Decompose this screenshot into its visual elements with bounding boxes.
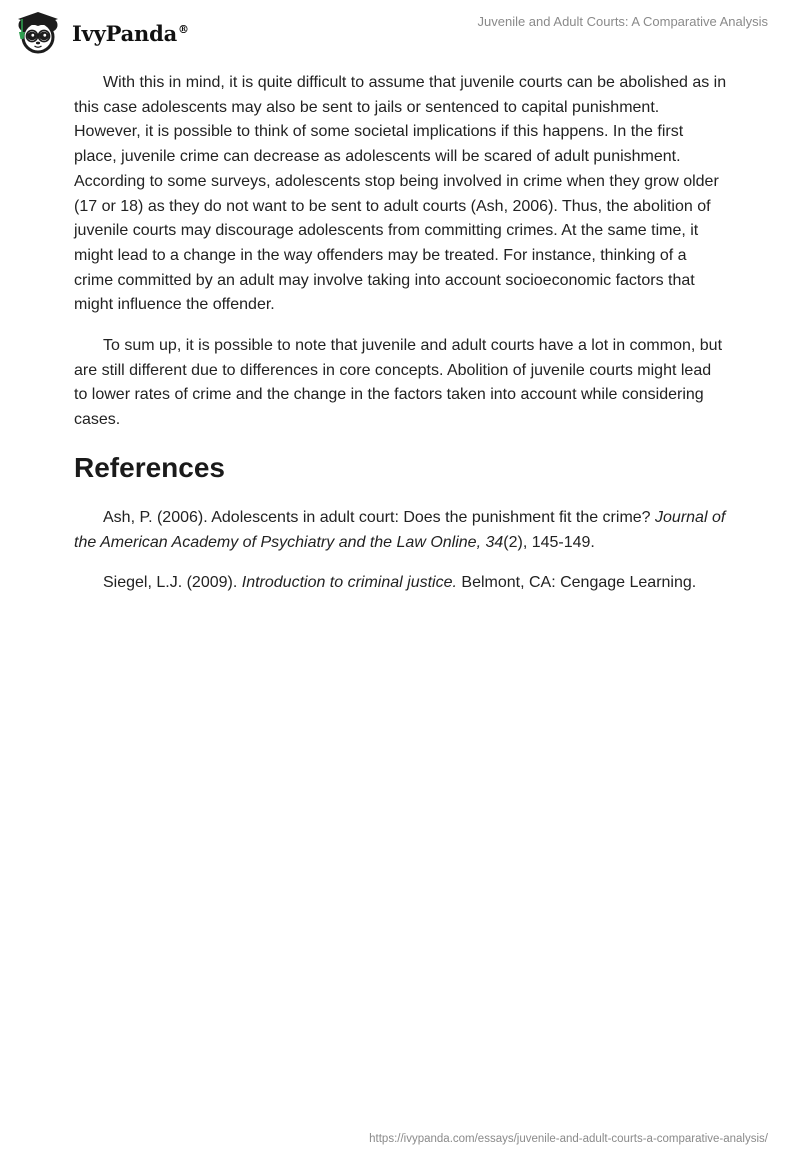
body-paragraph-2: To sum up, it is possible to note that juvenile and adult courts have a lot in common, but are still different due to differences in core concepts. Abolition of juvenile courts might lead to lower rates of crime and the change in the factors taken into account while considering cases. — [74, 337, 723, 429]
references-heading: References — [74, 451, 225, 483]
logo-text: IvyPanda — [72, 20, 178, 46]
panda-graduate-icon — [14, 8, 66, 54]
reference-text: (2), 145-149. — [503, 534, 595, 552]
document-title: Juvenile and Adult Courts: A Comparative Analysis — [477, 14, 768, 29]
reference-text: Belmont, CA: Cengage Learning. — [456, 574, 697, 592]
reference-item-ash — [74, 505, 728, 556]
logo-wordmark — [72, 21, 189, 46]
registered-mark: ® — [178, 22, 189, 36]
reference-text: Ash, P. (2006). Adolescents in adult court: Does the punishment fit the crime? — [103, 508, 656, 526]
page-header — [0, 0, 800, 64]
reference-text: Siegel, L.J. (2009). — [103, 574, 242, 592]
source-url-link[interactable]: https://ivypanda.com/essays/juvenile-and-adult-courts-a-comparative-analysis/ — [369, 1133, 768, 1145]
reference-journal-title: Journal of the American Academy of Psychiatry and the Law Online, 34 — [74, 508, 726, 552]
body-paragraph-1: With this in mind, it is quite difficult to assume that juvenile courts can be abolished as in this case adolescents may also be sent to jails or sentenced to capital punishment. However, it is possible to think of some societal implications if this happens. In the first place, juvenile crime can decrease as adolescents will be scared of adult punishment. According to some surveys, adolescents stop being involved in crime when they grow older (17 or 18) as they do not want to be sent to adult courts (Ash, 2006). Thus, the abolition of juvenile courts may discourage adolescents from committing crimes. At the same time, it might lead to a change in the way offenders may be treated. For instance, thinking of a crime committed by an adult may involve taking into account socioeconomic factors that might influence the offender. — [74, 74, 727, 314]
essay-content — [74, 71, 728, 611]
ivypanda-logo[interactable] — [14, 8, 189, 54]
reference-book-title: Introduction to criminal justice. — [241, 574, 457, 592]
reference-item-siegel — [74, 570, 728, 595]
